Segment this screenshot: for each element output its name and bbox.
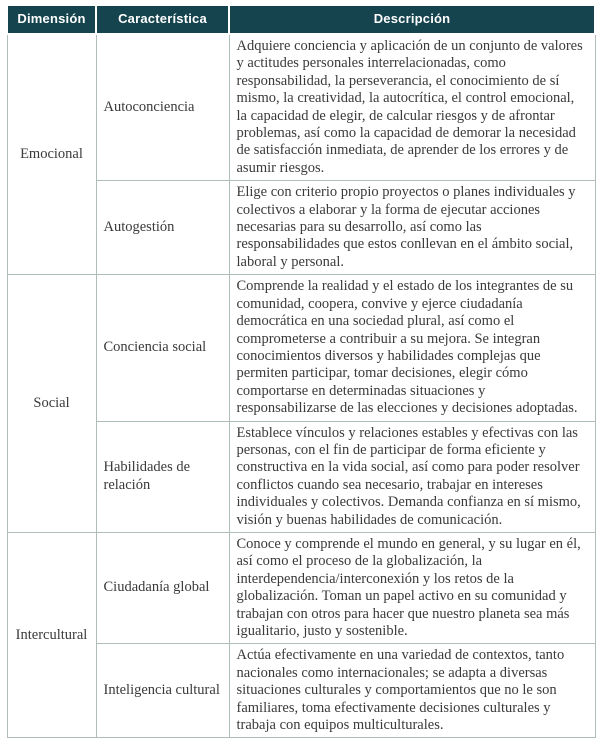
- table-row-conciencia-social: [7, 275, 595, 421]
- descripcion-cell-inteligencia-cultural: Actúa efectivamente en una variedad de contextos, tanto nacionales como internacionales; se adapta a diversas situaciones culturales y comportamientos que no le son familiares, toma efectivamente decisiones culturales y trabaja con equipos multiculturales.: [229, 644, 595, 738]
- caracteristica-cell-autogestion: Autogestión: [96, 181, 229, 275]
- descripcion-cell-ciudadania-global: Conoce y comprende el mundo en general, y su lugar en él, así como el proceso de la globalización, la interdependencia/interconexión y los retos de la globalización. Toman un papel activo en su comunidad y trabajan con otros para hacer que nuestro planeta sea más igualitario, justo y sostenible.: [229, 532, 595, 643]
- caracteristica-cell-habilidades-relacion: Habilidades de relación: [96, 421, 229, 532]
- table-body: [7, 34, 595, 738]
- table-row-habilidades-relacion: [7, 421, 595, 532]
- caracteristica-cell-autoconciencia: Autoconciencia: [96, 34, 229, 181]
- descripcion-cell-habilidades-relacion: Establece vínculos y relaciones estables y efectivas con las personas, con el fin de participar de forma eficiente y constructiva en la vida social, así como para poder resolver conflictos cuando sea necesario, trabajar en intereses individuales y colectivos. Demanda confianza en sí mismo, visión y buenas habilidades de comunicación.: [229, 421, 595, 532]
- dimension-cell-intercultural: Intercultural: [7, 532, 96, 737]
- header-cell-caracteristica: Característica: [96, 5, 229, 34]
- competencies-table: [6, 4, 596, 738]
- table-row-inteligencia-cultural: [7, 644, 595, 738]
- header-cell-descripcion: Descripción: [229, 5, 595, 34]
- header-cell-dimension: Dimensión: [7, 5, 96, 34]
- caracteristica-cell-ciudadania-global: Ciudadanía global: [96, 532, 229, 643]
- descripcion-cell-conciencia-social: Comprende la realidad y el estado de los integrantes de su comunidad, coopera, convive y ejerce ciudadanía democrática en una sociedad plural, así como el comprometerse a contribuir a su mejora. Se integran conocimientos diversos y habilidades complejas que permiten participar, tomar decisiones, elegir cómo comportarse en determinadas situaciones y responsabilizarse de las elecciones y decisiones adoptadas.: [229, 275, 595, 421]
- table-row-autogestion: [7, 181, 595, 275]
- table-row-autoconciencia: [7, 34, 595, 181]
- table-row-ciudadania-global: [7, 532, 595, 643]
- dimension-cell-emocional: Emocional: [7, 34, 96, 275]
- table-header: [7, 5, 595, 34]
- caracteristica-cell-inteligencia-cultural: Inteligencia cultural: [96, 644, 229, 738]
- dimension-cell-social: Social: [7, 275, 96, 533]
- header-row: [7, 5, 595, 34]
- descripcion-cell-autogestion: Elige con criterio propio proyectos o planes individuales y colectivos a elaborar y la forma de ejecutar acciones necesarias para su desarrollo, así como las responsabilidades que estos conllevan en el ámbito social, laboral y personal.: [229, 181, 595, 275]
- descripcion-cell-autoconciencia: Adquiere conciencia y aplicación de un conjunto de valores y actitudes personales interrelacionadas, como responsabilidad, la perseverancia, el conocimiento de sí mismo, la creatividad, la autocrítica, el control emocional, la capacidad de elegir, de calcular riesgos y de afrontar problemas, así como la capacidad de demorar la necesidad de satisfacción inmediata, de aprender de los errores y de asumir riesgos.: [229, 34, 595, 181]
- caracteristica-cell-conciencia-social: Conciencia social: [96, 275, 229, 421]
